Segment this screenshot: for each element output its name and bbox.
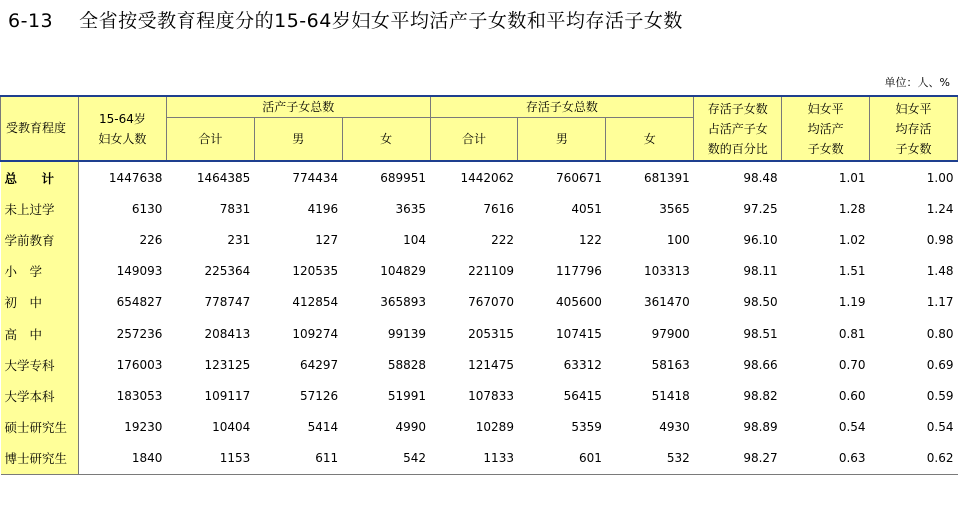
live-births-total-cell: 123125 — [204, 357, 251, 372]
avg-live-births-cell: 0.54 — [838, 420, 866, 435]
survival-percent-cell: 98.11 — [743, 264, 778, 279]
live-births-female-cell: 104829 — [380, 264, 427, 279]
header-avg-surv-line2: 均存活 — [895, 121, 932, 136]
live-births-female-cell: 365893 — [380, 295, 427, 310]
header-avg-births-line1: 妇女平 — [807, 101, 844, 116]
live-births-male-cell: 64297 — [299, 357, 339, 372]
surviving-female-cell: 4930 — [659, 420, 690, 435]
live-births-total-cell: 1464385 — [196, 170, 251, 185]
table-row — [1, 412, 958, 443]
surviving-total-cell: 767070 — [468, 295, 514, 310]
live-births-total-cell: 7831 — [219, 201, 251, 216]
live-births-male-cell: 57126 — [299, 388, 339, 403]
survival-percent-cell: 96.10 — [743, 232, 778, 247]
surviving-female-cell: 103313 — [643, 264, 690, 279]
live-births-total-cell: 225364 — [204, 264, 251, 279]
live-births-female-cell: 542 — [342, 443, 430, 475]
live-births-male-cell: 109274 — [292, 326, 339, 341]
surviving-total-cell: 10289 — [475, 420, 514, 435]
table-header — [1, 96, 958, 161]
header-live-births-male: 男 — [254, 118, 342, 162]
header-live-births-group: 活产子女总数 — [166, 96, 430, 118]
table-row-total — [1, 161, 958, 193]
table-row — [1, 287, 958, 318]
surviving-female-cell: 58163 — [651, 357, 690, 372]
women-count-cell: 226 — [139, 232, 163, 247]
live-births-female-cell: 51991 — [387, 388, 427, 403]
header-surviving-group: 存活子女总数 — [430, 96, 694, 118]
table-row — [1, 349, 958, 380]
live-births-total-cell: 778747 — [204, 295, 251, 310]
live-births-female-cell: 4990 — [395, 420, 427, 435]
live-births-total-cell: 10404 — [212, 420, 251, 435]
surviving-male-cell: 63312 — [563, 357, 602, 372]
statistics-table — [0, 95, 958, 475]
survival-percent-cell: 98.66 — [743, 357, 778, 372]
header-women-line2: 妇女人数 — [98, 131, 147, 146]
header-education: 受教育程度 — [1, 96, 79, 161]
row-label: 硕士研究生 — [1, 412, 79, 443]
surviving-female-cell: 681391 — [643, 170, 690, 185]
row-label: 初 中 — [1, 287, 79, 318]
avg-live-births-cell: 0.70 — [838, 357, 866, 372]
avg-live-births-cell: 0.81 — [838, 326, 866, 341]
survival-percent-cell: 98.51 — [743, 326, 778, 341]
table-body — [1, 161, 958, 474]
live-births-female-cell: 3635 — [395, 201, 427, 216]
header-pct-line3: 数的百分比 — [707, 141, 768, 156]
avg-surviving-cell: 0.54 — [926, 420, 954, 435]
table-row — [1, 380, 958, 411]
avg-surviving-cell: 0.98 — [926, 232, 954, 247]
live-births-female-cell: 104 — [403, 232, 427, 247]
row-label: 博士研究生 — [1, 443, 79, 475]
live-births-male-cell: 611 — [254, 443, 342, 475]
surviving-male-cell: 4051 — [571, 201, 602, 216]
surviving-male-cell: 56415 — [563, 388, 602, 403]
row-label: 大学本科 — [1, 380, 79, 411]
table-number: 6-13 — [8, 10, 54, 32]
header-live-births-total: 合计 — [166, 118, 254, 162]
row-label: 大学专科 — [1, 349, 79, 380]
live-births-female-cell: 689951 — [380, 170, 427, 185]
surviving-female-cell: 3565 — [659, 201, 690, 216]
surviving-male-cell: 601 — [518, 443, 606, 475]
surviving-male-cell: 117796 — [556, 264, 602, 279]
avg-surviving-cell: 1.00 — [926, 170, 954, 185]
table-row — [1, 224, 958, 255]
surviving-female-cell: 361470 — [643, 295, 690, 310]
women-count-cell: 654827 — [116, 295, 163, 310]
surviving-total-cell: 107833 — [468, 388, 514, 403]
header-avg-live-births — [782, 96, 870, 161]
header-surviving-male: 男 — [518, 118, 606, 162]
survival-percent-cell: 98.89 — [743, 420, 778, 435]
avg-live-births-cell: 0.63 — [782, 443, 870, 475]
row-label: 小 学 — [1, 256, 79, 287]
live-births-total-cell: 208413 — [204, 326, 251, 341]
surviving-male-cell: 107415 — [556, 326, 602, 341]
surviving-total-cell: 1133 — [430, 443, 518, 475]
live-births-male-cell: 412854 — [292, 295, 339, 310]
row-label: 学前教育 — [1, 224, 79, 255]
header-surviving-total: 合计 — [430, 118, 518, 162]
avg-surviving-cell: 1.48 — [926, 264, 954, 279]
avg-surviving-cell: 0.59 — [926, 388, 954, 403]
survival-percent-cell: 97.25 — [743, 201, 778, 216]
header-avg-surv-line3: 子女数 — [895, 141, 932, 156]
live-births-male-cell: 5414 — [307, 420, 339, 435]
women-count-cell: 183053 — [116, 388, 163, 403]
avg-live-births-cell: 1.01 — [838, 170, 866, 185]
surviving-male-cell: 760671 — [556, 170, 602, 185]
surviving-total-cell: 1442062 — [460, 170, 514, 185]
women-count-cell: 6130 — [131, 201, 163, 216]
live-births-male-cell: 120535 — [292, 264, 339, 279]
live-births-male-cell: 4196 — [307, 201, 339, 216]
avg-live-births-cell: 1.19 — [838, 295, 866, 310]
table-row — [1, 193, 958, 224]
surviving-total-cell: 205315 — [468, 326, 514, 341]
row-label: 总 计 — [1, 161, 79, 193]
live-births-total-cell: 231 — [227, 232, 251, 247]
avg-surviving-cell: 0.62 — [870, 443, 958, 475]
surviving-total-cell: 121475 — [468, 357, 514, 372]
surviving-female-cell: 532 — [606, 443, 694, 475]
header-avg-surviving — [870, 96, 958, 161]
avg-live-births-cell: 1.28 — [838, 201, 866, 216]
live-births-total-cell: 1153 — [166, 443, 254, 475]
surviving-male-cell: 405600 — [556, 295, 602, 310]
header-avg-births-line2: 均活产 — [807, 121, 844, 136]
header-avg-surv-line1: 妇女平 — [895, 101, 932, 116]
row-label: 未上过学 — [1, 193, 79, 224]
women-count-cell: 149093 — [116, 264, 163, 279]
row-label: 高 中 — [1, 318, 79, 349]
header-pct-line2: 占活产子女 — [707, 121, 768, 136]
live-births-female-cell: 99139 — [387, 326, 427, 341]
women-count-cell: 1840 — [78, 443, 166, 475]
surviving-total-cell: 7616 — [483, 201, 514, 216]
table-row — [1, 256, 958, 287]
header-women-count — [78, 96, 166, 161]
avg-surviving-cell: 0.80 — [926, 326, 954, 341]
header-surviving-female: 女 — [606, 118, 694, 162]
live-births-male-cell: 774434 — [292, 170, 339, 185]
header-avg-births-line3: 子女数 — [807, 141, 844, 156]
women-count-cell: 1447638 — [108, 170, 163, 185]
live-births-total-cell: 109117 — [204, 388, 251, 403]
avg-live-births-cell: 0.60 — [838, 388, 866, 403]
survival-percent-cell: 98.82 — [743, 388, 778, 403]
header-live-births-female: 女 — [342, 118, 430, 162]
header-pct-line1: 存活子女数 — [707, 101, 768, 116]
page-title — [8, 6, 683, 33]
women-count-cell: 176003 — [116, 357, 163, 372]
live-births-male-cell: 127 — [315, 232, 339, 247]
avg-surviving-cell: 1.24 — [926, 201, 954, 216]
survival-percent-cell: 98.27 — [694, 443, 782, 475]
surviving-female-cell: 100 — [666, 232, 690, 247]
surviving-female-cell: 51418 — [651, 388, 690, 403]
unit-label: 单位：人、% — [884, 76, 950, 89]
table-title: 全省按受教育程度分的15-64岁妇女平均活产子女数和平均存活子女数 — [79, 10, 683, 32]
table-row — [1, 318, 958, 349]
live-births-female-cell: 58828 — [387, 357, 427, 372]
survival-percent-cell: 98.50 — [743, 295, 778, 310]
header-women-line1: 15-64岁 — [98, 111, 146, 126]
avg-live-births-cell: 1.51 — [838, 264, 866, 279]
surviving-total-cell: 221109 — [468, 264, 514, 279]
header-survival-percent — [694, 96, 782, 161]
surviving-male-cell: 5359 — [571, 420, 602, 435]
surviving-female-cell: 97900 — [651, 326, 690, 341]
survival-percent-cell: 98.48 — [743, 170, 778, 185]
table-row — [1, 443, 958, 475]
avg-surviving-cell: 1.17 — [926, 295, 954, 310]
avg-surviving-cell: 0.69 — [926, 357, 954, 372]
women-count-cell: 257236 — [116, 326, 163, 341]
women-count-cell: 19230 — [124, 420, 163, 435]
surviving-male-cell: 122 — [578, 232, 602, 247]
surviving-total-cell: 222 — [491, 232, 514, 247]
avg-live-births-cell: 1.02 — [838, 232, 866, 247]
